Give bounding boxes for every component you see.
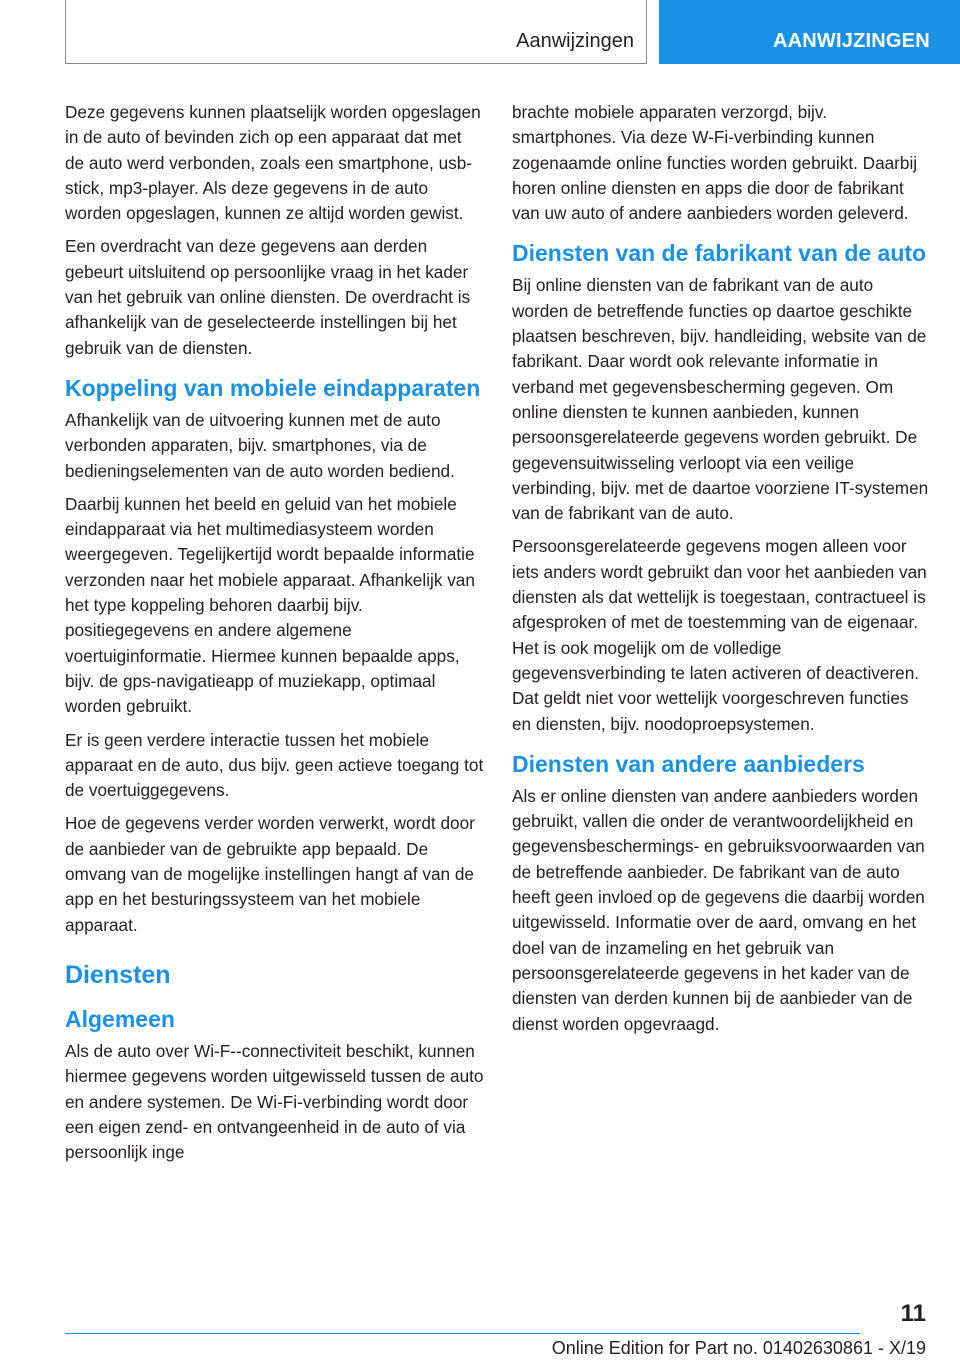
- paragraph: brachte mobiele apparaten verzorgd, bijv. smartphones. Via deze W-Fi-verbinding kunnen zogenaamde online functies worden gebruikt. Daarbij horen online diensten en apps die door de fabrikant van uw auto of andere aanbieders worden geleverd.: [512, 102, 918, 224]
- left-column: [65, 100, 485, 1173]
- heading-algemeen: Algemeen: [65, 1005, 175, 1032]
- paragraph: Er is geen verdere interactie tussen het mobiele apparaat en de auto, dus bijv. geen actieve toegang tot de voertuiggegevens.: [65, 729, 484, 801]
- paragraph: Hoe de gegevens verder worden verwerkt, wordt door de aanbieder van de gebruikte app bepaald. De omvang van de mogelijke instellingen hangt af van de app en het besturingssysteem van het mobiele apparaat.: [65, 813, 475, 935]
- header-section-box: [65, 0, 647, 64]
- paragraph: Een overdracht van deze gegevens aan derden gebeurt uitsluitend op persoonlijke vraag in het kader van het gebruik van online diensten. De overdracht is afhankelijk van de geselecteerde instellingen bij het gebruik van de diensten.: [65, 236, 471, 358]
- paragraph: Als er online diensten van andere aanbieders worden gebruikt, vallen die onder de verantwoordelijkheid en gegevensbeschermings- en gebruiksvoorwaarden van de betreffende aanbieder. De fabrikant van de auto heeft geen invloed op de gegevens die daarbij worden uitgewisseld. Informatie over de aard, omvang en het doel van de inzameling en het gebruik van persoonsgerelateerde gegevens in het kader van de diensten van derden kunnen bij de aanbieder van de dienst worden opgevraagd.: [512, 785, 925, 1034]
- paragraph: Deze gegevens kunnen plaatselijk worden opgeslagen in de auto of bevinden zich op een apparaat dat met de auto werd verbonden, zoals een smartphone, usb-stick, mp3-player. Als deze gegevens in de auto worden opgeslagen, kunnen ze altijd worden gewist.: [65, 102, 481, 224]
- heading-andere-aanbieders: Diensten van andere aanbieders: [512, 750, 865, 777]
- right-column: [512, 100, 932, 1045]
- heading-koppeling: Koppeling van mobiele eindapparaten: [65, 374, 481, 401]
- header-section-title: Aanwijzingen: [516, 30, 634, 52]
- heading-diensten: Diensten: [65, 960, 171, 989]
- paragraph: Persoonsgerelateerde gegevens mogen alleen voor iets anders wordt gebruikt dan voor het aanbieden van diensten als dat wettelijk is toegestaan, contractueel is afgesproken of met de toestemming van de eigenaar. Het is ook mogelijk om de volledige gegevensverbinding te laten activeren of deactiveren. Dat geldt niet voor wettelijk voorgeschreven functies en diensten, bijv. noodoproepsystemen.: [512, 536, 927, 734]
- heading-fabrikant: Diensten van de fabrikant van de auto: [512, 240, 927, 267]
- header-chapter-tab: AANWIJZINGEN: [659, 0, 960, 64]
- footer-edition: Online Edition for Part no. 01402630861 - X/19: [551, 1338, 926, 1358]
- paragraph: Daarbij kunnen het beeld en geluid van het mobiele eindapparaat via het multimediasysteem worden weergegeven. Tegelijkertijd wordt bepaalde informatie verzonden naar het mobiele apparaat. Afhankelijk van het type koppeling behoren daarbij bijv. positiegegevens en andere algemene voertuiginformatie. Hiermee kunnen bepaalde apps, bijv. de gps-navigatieapp of muziekapp, optimaal worden gebruikt.: [65, 493, 475, 717]
- paragraph: Bij online diensten van de fabrikant van de auto worden de betreffende functies op daartoe geschikte plaatsen beschreven, bijv. handleiding, website van de fabrikant. Daar wordt ook relevante informatie in verband met gegevensbescherming gegeven. Om online diensten te kunnen aanbieden, kunnen persoonsgerelateerde gegevens worden gebruikt. De gegevensuitwisseling verloopt via een veilige verbinding, bijv. met de daartoe voorziene IT-systemen van de fabrikant van de auto.: [512, 275, 929, 524]
- footer-divider: [65, 1333, 860, 1334]
- page-number: 11: [900, 1300, 926, 1327]
- paragraph: Als de auto over Wi-F--connectiviteit beschikt, kunnen hiermee gegevens worden uitgewisseld tussen de auto en andere systemen. De Wi-Fi-verbinding wordt door een eigen zend- en ontvangeenheid in de auto of via persoonlijk inge: [65, 1040, 484, 1163]
- paragraph: Afhankelijk van de uitvoering kunnen met de auto verbonden apparaten, bijv. smartphones, via de bedieningselementen van de auto worden bediend.: [65, 409, 455, 481]
